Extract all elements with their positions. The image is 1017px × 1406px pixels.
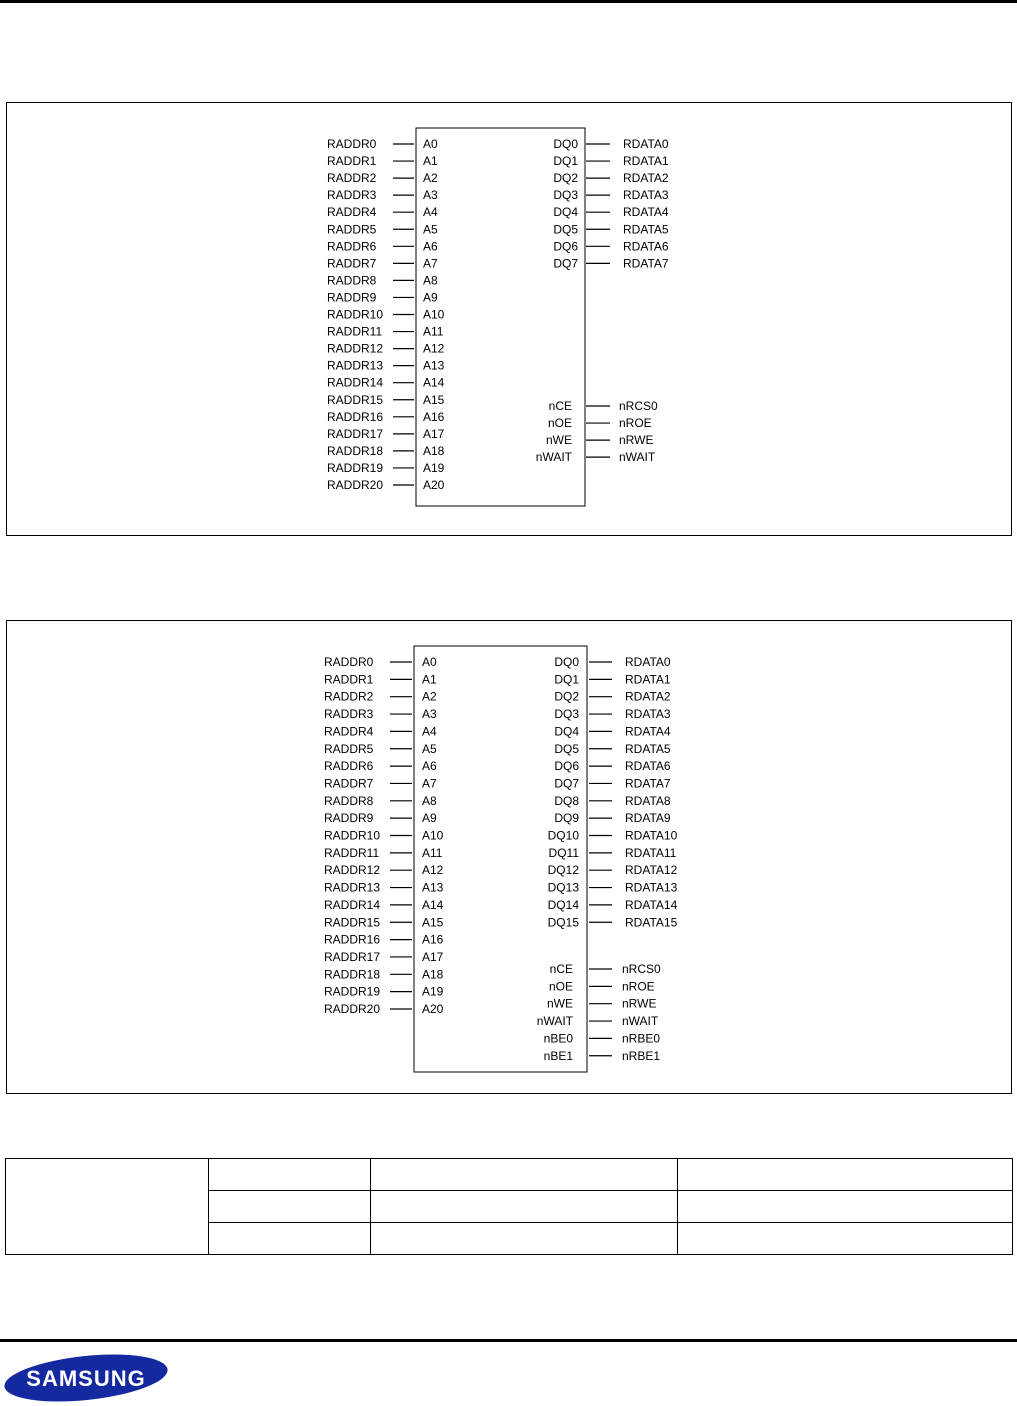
data-pin-label: DQ12 bbox=[547, 863, 579, 878]
address-net-label: RADDR4 bbox=[324, 724, 374, 739]
control-pin-label: nWAIT bbox=[535, 450, 572, 465]
control-net-label: nRBE1 bbox=[622, 1048, 661, 1063]
data-net-label: RDATA0 bbox=[623, 137, 669, 151]
address-pin-label: A13 bbox=[423, 358, 445, 373]
table-cell bbox=[209, 1191, 371, 1223]
table-cell bbox=[371, 1159, 678, 1191]
control-pin-label: nOE bbox=[547, 416, 572, 431]
address-pin-label: A14 bbox=[423, 375, 445, 390]
data-pin-label: DQ1 bbox=[554, 672, 579, 687]
control-net-label: nWAIT bbox=[622, 1014, 659, 1029]
address-net-label: RADDR3 bbox=[324, 707, 374, 722]
address-net-label: RADDR2 bbox=[327, 171, 377, 186]
address-pin-label: A13 bbox=[422, 880, 444, 895]
address-net-label: RADDR20 bbox=[327, 478, 384, 492]
table-cell bbox=[6, 1159, 209, 1255]
table-cell bbox=[209, 1159, 371, 1191]
address-pin-label: A7 bbox=[423, 256, 438, 271]
address-net-label: RADDR15 bbox=[324, 915, 381, 930]
address-pin-label: A15 bbox=[422, 915, 444, 930]
address-pin-label: A3 bbox=[422, 707, 437, 722]
address-net-label: RADDR13 bbox=[324, 880, 381, 895]
data-net-label: RDATA7 bbox=[623, 256, 669, 271]
address-net-label: RADDR12 bbox=[324, 863, 381, 878]
data-pin-label: DQ6 bbox=[554, 759, 579, 774]
address-pin-label: A20 bbox=[423, 478, 445, 492]
address-net-label: RADDR18 bbox=[327, 443, 384, 458]
footer-rule bbox=[0, 1339, 1017, 1342]
address-net-label: RADDR11 bbox=[327, 324, 383, 339]
address-pin-label: A10 bbox=[423, 307, 445, 322]
data-pin-label: DQ8 bbox=[554, 793, 579, 808]
data-net-label: RDATA10 bbox=[625, 828, 678, 843]
address-net-label: RADDR16 bbox=[327, 409, 384, 424]
data-pin-label: DQ4 bbox=[554, 724, 579, 739]
control-net-label: nWAIT bbox=[619, 450, 656, 465]
data-pin-label: DQ5 bbox=[553, 222, 578, 237]
table-cell bbox=[678, 1223, 1013, 1255]
data-pin-label: DQ15 bbox=[547, 915, 579, 930]
address-net-label: RADDR20 bbox=[324, 1002, 381, 1016]
control-net-label: nRWE bbox=[619, 433, 654, 448]
control-net-label: nRCS0 bbox=[619, 399, 658, 413]
address-net-label: RADDR6 bbox=[327, 239, 377, 254]
address-pin-label: A8 bbox=[423, 273, 438, 288]
logo-text: SAMSUNG bbox=[26, 1366, 146, 1391]
table-cell bbox=[209, 1223, 371, 1255]
address-net-label: RADDR3 bbox=[327, 188, 377, 203]
address-net-label: RADDR7 bbox=[324, 776, 374, 791]
data-pin-label: DQ5 bbox=[554, 741, 579, 756]
signal-table bbox=[5, 1158, 1013, 1255]
control-pin-label: nOE bbox=[548, 979, 573, 994]
control-net-label: nRWE bbox=[622, 996, 657, 1011]
address-net-label: RADDR16 bbox=[324, 932, 381, 947]
data-net-label: RDATA2 bbox=[623, 171, 669, 186]
address-net-label: RADDR5 bbox=[327, 222, 377, 237]
address-pin-label: A7 bbox=[422, 776, 437, 791]
address-net-label: RADDR9 bbox=[324, 811, 374, 826]
data-pin-label: DQ3 bbox=[554, 707, 579, 722]
data-net-label: RDATA11 bbox=[625, 845, 677, 860]
address-net-label: RADDR19 bbox=[327, 460, 384, 475]
table-cell bbox=[678, 1159, 1013, 1191]
address-net-label: RADDR8 bbox=[327, 273, 377, 288]
address-pin-label: A2 bbox=[422, 689, 437, 704]
address-net-label: RADDR1 bbox=[327, 154, 377, 169]
data-net-label: RDATA6 bbox=[623, 239, 669, 254]
address-net-label: RADDR10 bbox=[324, 828, 381, 843]
data-net-label: RDATA9 bbox=[625, 811, 671, 826]
address-net-label: RADDR10 bbox=[327, 307, 384, 322]
control-net-label: nROE bbox=[622, 979, 655, 994]
data-pin-label: DQ10 bbox=[547, 828, 579, 843]
address-pin-label: A2 bbox=[423, 171, 438, 186]
control-pin-label: nWAIT bbox=[536, 1014, 573, 1029]
address-net-label: RADDR7 bbox=[327, 256, 377, 271]
data-net-label: RDATA14 bbox=[625, 897, 678, 912]
control-pin-label: nBE1 bbox=[543, 1048, 573, 1063]
data-net-label: RDATA1 bbox=[625, 672, 671, 687]
data-pin-label: DQ6 bbox=[553, 239, 578, 254]
address-pin-label: A16 bbox=[423, 409, 445, 424]
address-pin-label: A18 bbox=[423, 443, 445, 458]
address-net-label: RADDR14 bbox=[324, 897, 381, 912]
data-pin-label: DQ0 bbox=[554, 655, 579, 669]
table-cell bbox=[371, 1223, 678, 1255]
address-pin-label: A9 bbox=[422, 811, 437, 826]
address-pin-label: A10 bbox=[422, 828, 444, 843]
data-net-label: RDATA12 bbox=[625, 863, 678, 878]
address-pin-label: A0 bbox=[423, 137, 438, 151]
address-pin-label: A9 bbox=[423, 290, 438, 305]
data-pin-label: DQ7 bbox=[554, 776, 579, 791]
table-row bbox=[6, 1159, 1013, 1191]
data-net-label: RDATA3 bbox=[623, 188, 669, 203]
address-net-label: RADDR8 bbox=[324, 793, 374, 808]
address-pin-label: A5 bbox=[422, 741, 437, 756]
control-pin-label: nWE bbox=[546, 996, 573, 1011]
address-pin-label: A11 bbox=[423, 324, 444, 339]
address-pin-label: A0 bbox=[422, 655, 437, 669]
data-net-label: RDATA7 bbox=[625, 776, 671, 791]
address-pin-label: A12 bbox=[422, 863, 444, 878]
address-pin-label: A18 bbox=[422, 967, 444, 982]
address-net-label: RADDR13 bbox=[327, 358, 384, 373]
address-pin-label: A3 bbox=[423, 188, 438, 203]
address-pin-label: A6 bbox=[422, 759, 437, 774]
control-net-label: nROE bbox=[619, 416, 652, 431]
address-pin-label: A15 bbox=[423, 392, 445, 407]
address-pin-label: A19 bbox=[423, 460, 445, 475]
address-pin-label: A1 bbox=[423, 154, 438, 169]
address-pin-label: A17 bbox=[423, 426, 445, 441]
data-pin-label: DQ3 bbox=[553, 188, 578, 203]
data-net-label: RDATA6 bbox=[625, 759, 671, 774]
address-net-label: RADDR12 bbox=[327, 341, 384, 356]
address-net-label: RADDR17 bbox=[327, 426, 384, 441]
data-net-label: RDATA4 bbox=[623, 205, 669, 220]
address-net-label: RADDR5 bbox=[324, 741, 374, 756]
control-net-label: nRCS0 bbox=[622, 962, 661, 976]
control-pin-label: nCE bbox=[549, 962, 573, 976]
control-net-label: nRBE0 bbox=[622, 1031, 661, 1046]
address-pin-label: A19 bbox=[422, 984, 444, 999]
address-pin-label: A6 bbox=[423, 239, 438, 254]
data-net-label: RDATA2 bbox=[625, 689, 671, 704]
address-net-label: RADDR1 bbox=[324, 672, 374, 687]
data-net-label: RDATA5 bbox=[625, 741, 671, 756]
address-net-label: RADDR6 bbox=[324, 759, 374, 774]
control-pin-label: nCE bbox=[548, 399, 572, 413]
address-net-label: RADDR0 bbox=[327, 137, 377, 151]
address-pin-label: A20 bbox=[422, 1002, 444, 1016]
address-pin-label: A5 bbox=[423, 222, 438, 237]
control-pin-label: nWE bbox=[545, 433, 572, 448]
address-pin-label: A17 bbox=[422, 949, 444, 964]
data-pin-label: DQ2 bbox=[553, 171, 578, 186]
address-net-label: RADDR14 bbox=[327, 375, 384, 390]
data-pin-label: DQ1 bbox=[553, 154, 578, 169]
control-pin-label: nBE0 bbox=[543, 1031, 573, 1046]
address-net-label: RADDR0 bbox=[324, 655, 374, 669]
address-pin-label: A14 bbox=[422, 897, 444, 912]
address-pin-label: A8 bbox=[422, 793, 437, 808]
address-net-label: RADDR18 bbox=[324, 967, 381, 982]
address-net-label: RADDR19 bbox=[324, 984, 381, 999]
data-net-label: RDATA8 bbox=[625, 793, 671, 808]
address-net-label: RADDR15 bbox=[327, 392, 384, 407]
address-net-label: RADDR2 bbox=[324, 689, 374, 704]
table-cell bbox=[678, 1191, 1013, 1223]
address-net-label: RADDR11 bbox=[324, 845, 380, 860]
address-net-label: RADDR17 bbox=[324, 949, 381, 964]
address-pin-label: A11 bbox=[422, 845, 443, 860]
data-pin-label: DQ0 bbox=[553, 137, 578, 151]
address-pin-label: A4 bbox=[422, 724, 437, 739]
data-net-label: RDATA15 bbox=[625, 915, 678, 930]
address-pin-label: A12 bbox=[423, 341, 445, 356]
data-net-label: RDATA0 bbox=[625, 655, 671, 669]
data-pin-label: DQ14 bbox=[547, 897, 579, 912]
data-net-label: RDATA1 bbox=[623, 154, 669, 169]
samsung-logo bbox=[2, 1353, 170, 1403]
data-pin-label: DQ4 bbox=[553, 205, 578, 220]
data-pin-label: DQ11 bbox=[548, 845, 579, 860]
data-pin-label: DQ9 bbox=[554, 811, 579, 826]
data-pin-label: DQ2 bbox=[554, 689, 579, 704]
address-pin-label: A4 bbox=[423, 205, 438, 220]
data-net-label: RDATA3 bbox=[625, 707, 671, 722]
address-pin-label: A1 bbox=[422, 672, 437, 687]
table-cell bbox=[371, 1191, 678, 1223]
address-pin-label: A16 bbox=[422, 932, 444, 947]
address-net-label: RADDR9 bbox=[327, 290, 377, 305]
address-net-label: RADDR4 bbox=[327, 205, 377, 220]
data-net-label: RDATA13 bbox=[625, 880, 678, 895]
data-net-label: RDATA5 bbox=[623, 222, 669, 237]
data-pin-label: DQ13 bbox=[547, 880, 579, 895]
data-pin-label: DQ7 bbox=[553, 256, 578, 271]
data-net-label: RDATA4 bbox=[625, 724, 671, 739]
